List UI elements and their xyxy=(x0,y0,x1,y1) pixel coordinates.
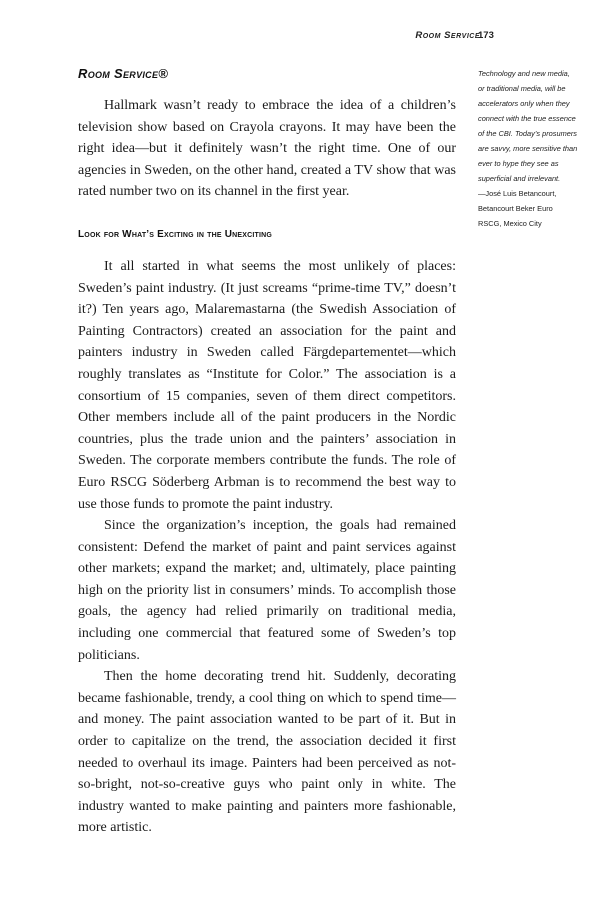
body-paragraph-1: It all started in what seems the most unlikely of places: Sweden’s paint industry. (It just screams “prime-time TV,” doesn’t it?) Ten years ago, Malaremastarna (the Swedish Association of Painting Contractors) created an association for the paint and painters industry in Sweden called Färgdepartementet—which roughly translates as “Institute for Color.” The association is a consortium of 15 companies, seven of them direct competitors. Other members include all of the paint producers in the Nordic countries, plus the trade union and the painters’ association in Sweden. The corporate members contribute the funds. The role of Euro RSCG Söderberg Arbman is to recommend the best way to use those funds to promote the paint industry. xyxy=(78,258,456,512)
section-title: Room Service® xyxy=(78,66,169,81)
running-head-title: Room Service xyxy=(415,30,480,41)
body-paragraph-2: Since the organization’s inception, the goals had remained consistent: Defend the market of paint and paint services against other markets; expand the market; and, ultimately, place painting high on the priority list in consumers’ minds. To accomplish those goals, the agency had relied primarily on traditional media, including one commercial that featured some of Sweden’s top politicians. xyxy=(78,518,456,663)
main-text-column xyxy=(78,66,456,839)
sidebar-quote-attribution: —José Luis Betancourt, Betancourt Beker Euro RSCG, Mexico City xyxy=(478,189,557,228)
body-paragraph-3: Then the home decorating trend hit. Suddenly, decorating became fashionable, trendy, a cool thing on which to spend time—and money. The paint association wanted to be part of it. But in order to capitalize on the trend, the association decided it first needed to overhaul its image. Painters had been perceived as not-so-bright, not-so-creative guys who paint only in white. The industry wanted to make painting and painters more fashionable, more artistic. xyxy=(78,669,456,836)
sidebar-quote xyxy=(478,66,578,231)
page-number: 173 xyxy=(478,30,494,41)
intro-paragraph: Hallmark wasn’t ready to embrace the idea of a children’s television show based on Crayola crayons. It may have been the right idea—but it definitely wasn’t the right time. One of our agencies in Sweden, on the other hand, created a TV show that was rated number two on its channel in the first year. xyxy=(78,98,456,200)
sidebar-quote-text: Technology and new media, or traditional media, will be accelerators only when they connect with the true essence of the CBI. Today’s prosumers are savvy, more sensitive than ever to hype they see as superficial and irrelevant. xyxy=(478,69,578,183)
subsection-title: Look for What’s Exciting in the Unexciting xyxy=(78,228,273,240)
